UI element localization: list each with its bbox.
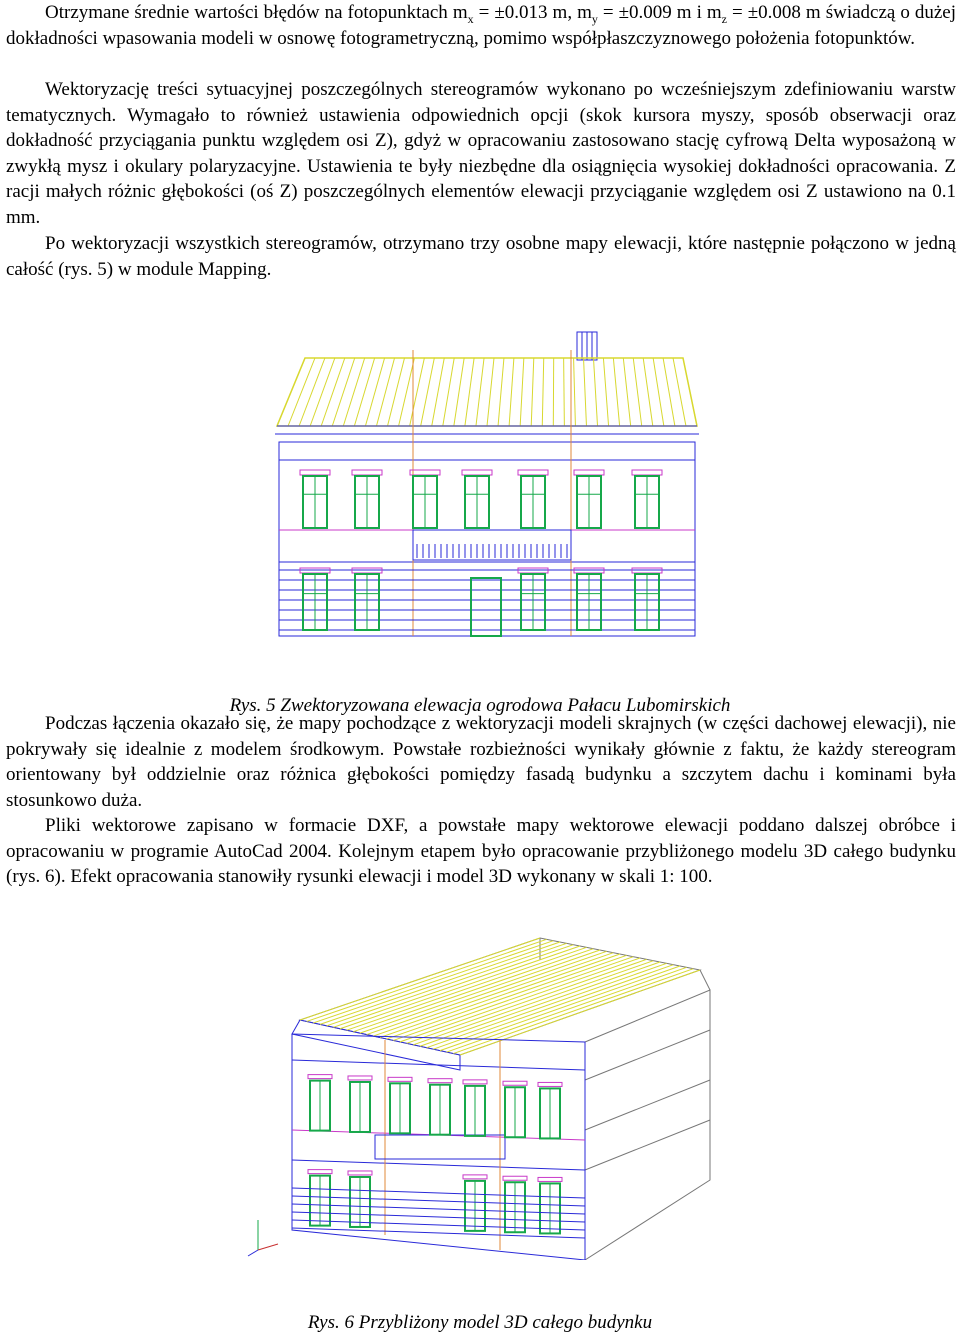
figure-5-caption: Rys. 5 Zwektoryzowana elewacja ogrodowa Pałacu Lubomirskich	[0, 695, 960, 717]
paragraph-autocad: Pliki wektorowe zapisano w formacie DXF, a powstałe mapy wektorowe elewacji poddano dalszej obróbce i opracowaniu w programie AutoCad 2004. Kolejnym etapem było opracowanie przybliżonego modelu 3D całego budynku (rys. 6). Efekt opracowania stanowiły rysunki elewacji i model 3D wykonany w skali 1: 100.	[6, 813, 956, 890]
paragraph-accuracy: Otrzymane średnie wartości błędów na fotopunktach $m_x = \pm 0.013$ m, $m_y = \pm 0.009$ m i $m_z = \pm 0.008$ m świadczą o dużej dokładności wpasowania modeli w osnowę fotogrametryczną, pomimo współpłaszczyznowego położenia fotopunktów.	[6, 0, 956, 51]
paragraph-vectorization: Wektoryzację treści sytuacyjnej poszczególnych stereogramów wykonano po wcześniejszym zdefiniowaniu warstw tematycznych. Wymagało to również ustawienia odpowiednich opcji (skok kursora myszy, sposób obserwacji oraz dokładność przyciągania punktu względem osi Z), gdyż w opracowaniu zastosowano stację cyfrową Delta wyposażoną w zwykłą mysz i okulary polaryzacyjne. Ustawienia te były niezbędne dla osiągnięcia wysokiej dokładności opracowania. Z racji małych różnic głębokości (oś Z) poszczególnych elementów elewacji przyciąganie względem osi Z ustawiono na 0.1 mm.	[6, 77, 956, 231]
paragraph-merging: Po wektoryzacji wszystkich stereogramów, otrzymano trzy osobne mapy elewacji, które następnie połączono w jedną całość (rys. 5) w module Mapping.	[6, 231, 956, 282]
figure-3d-model	[240, 930, 760, 1260]
figure-elevation-drawing	[265, 330, 715, 640]
paragraph-discrepancies: Podczas łączenia okazało się, że mapy pochodzące z wektoryzacji modeli skrajnych (w części dachowej elewacji), nie pokrywały się idealnie z modelem środkowym. Powstałe rozbieżności wynikały głównie z faktu, że każdy stereogram orientowany był oddzielnie oraz różnica głębokości pomiędzy fasadą budynku a szczytem dachu i kominami była stosunkowo duża.	[6, 711, 956, 813]
figure-6-caption: Rys. 6 Przybliżony model 3D całego budynku	[0, 1312, 960, 1334]
